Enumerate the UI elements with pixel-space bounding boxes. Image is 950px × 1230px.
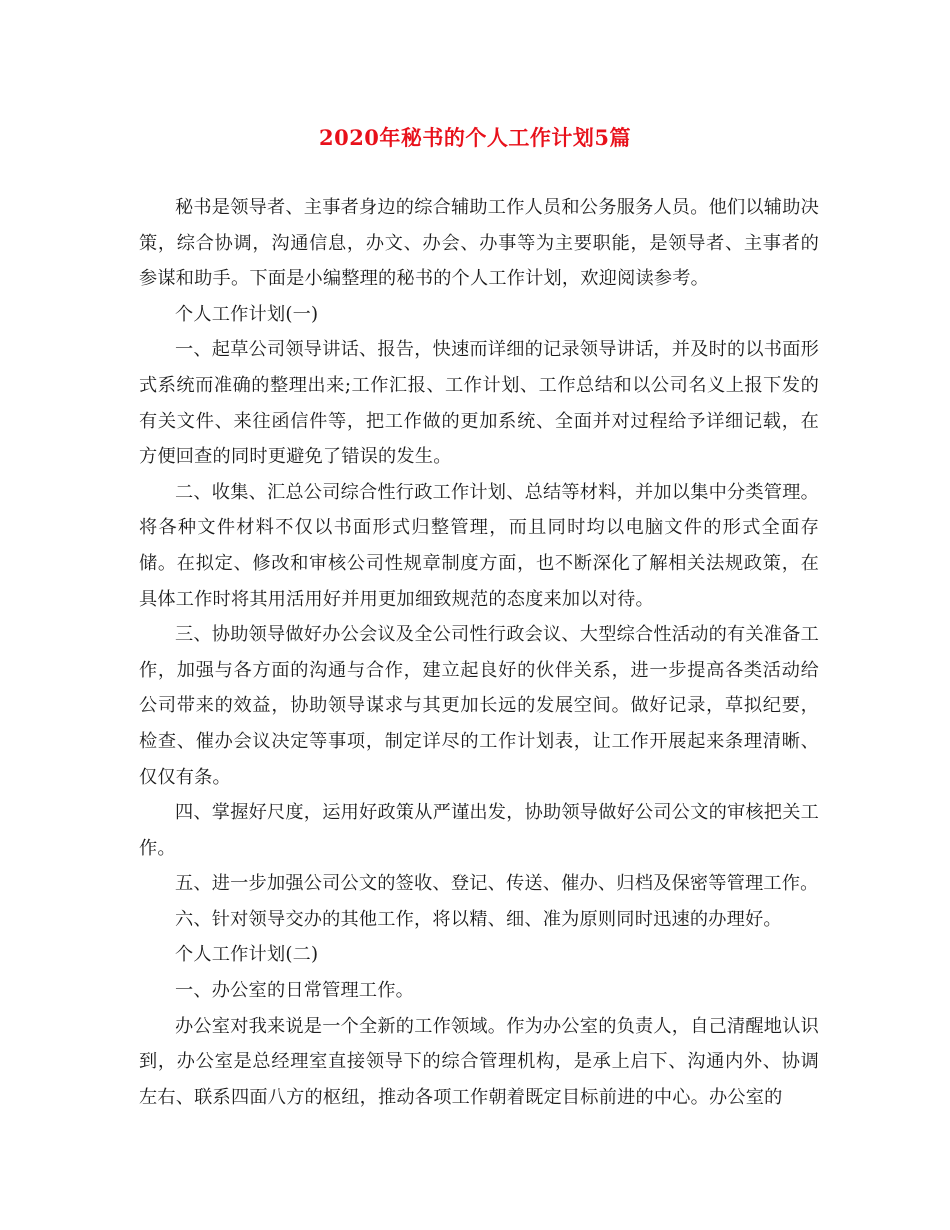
body-paragraph: 四、掌握好尺度，运用好政策从严谨出发，协助领导做好公司公文的审核把关工作。 — [139, 802, 819, 859]
body-paragraph: 五、进一步加强公司公文的签收、登记、传送、催办、归档及保密等管理工作。 — [175, 873, 819, 895]
body-paragraph: 三、协助领导做好办公会议及全公司性行政会议、大型综合性活动的有关准备工作，加强与各方面的沟通与合作，建立起良好的伙伴关系，进一步提高各类活动给公司带来的效益，协助领导谋求与其更加长远的发展空间。做好记录，草拟纪要，检查、催办会议决定等事项，制定详尽的工作计划表，让工作开展起来条理清晰、仅仅有条。 — [139, 624, 819, 788]
intro-paragraph: 秘书是领导者、主事者身边的综合辅助工作人员和公务服务人员。他们以辅助决策，综合协调，沟通信息，办文、办会、办事等为主要职能，是领导者、主事者的参谋和助手。下面是小编整理的秘书的个人工作计划，欢迎阅读参考。 — [139, 197, 819, 290]
document-body — [139, 190, 819, 1115]
section-heading: 个人工作计划(二) — [175, 944, 319, 966]
document-title: 2020年秘书的个人工作计划5篇 — [318, 125, 632, 150]
body-paragraph: 二、收集、汇总公司综合性行政工作计划、总结等材料，并加以集中分类管理。将各种文件材料不仅以书面形式归整管理，而且同时均以电脑文件的形式全面存储。在拟定、修改和审核公司性规章制度方面，也不断深化了解相关法规政策，在具体工作时将其用活用好并用更加细致规范的态度来加以对待。 — [139, 481, 819, 610]
body-paragraph: 办公室对我来说是一个全新的工作领域。作为办公室的负责人，自己清醒地认识到，办公室是总经理室直接领导下的综合管理机构，是承上启下、沟通内外、协调左右、联系四面八方的枢纽，推动各项工作朝着既定目标前进的中心。办公室的 — [139, 1015, 819, 1108]
body-paragraph: 一、起草公司领导讲话、报告，快速而详细的记录领导讲话，并及时的以书面形式系统而准确的整理出来;工作汇报、工作计划、工作总结和以公司名义上报下发的有关文件、来往函信件等，把工作做的更加系统、全面并对过程给予详细记载，在方便回查的同时更避免了错误的发生。 — [139, 339, 819, 468]
body-paragraph: 六、针对领导交办的其他工作，将以精、细、准为原则同时迅速的办理好。 — [175, 908, 782, 930]
body-paragraph: 一、办公室的日常管理工作。 — [175, 980, 415, 1002]
section-heading: 个人工作计划(一) — [175, 303, 319, 325]
